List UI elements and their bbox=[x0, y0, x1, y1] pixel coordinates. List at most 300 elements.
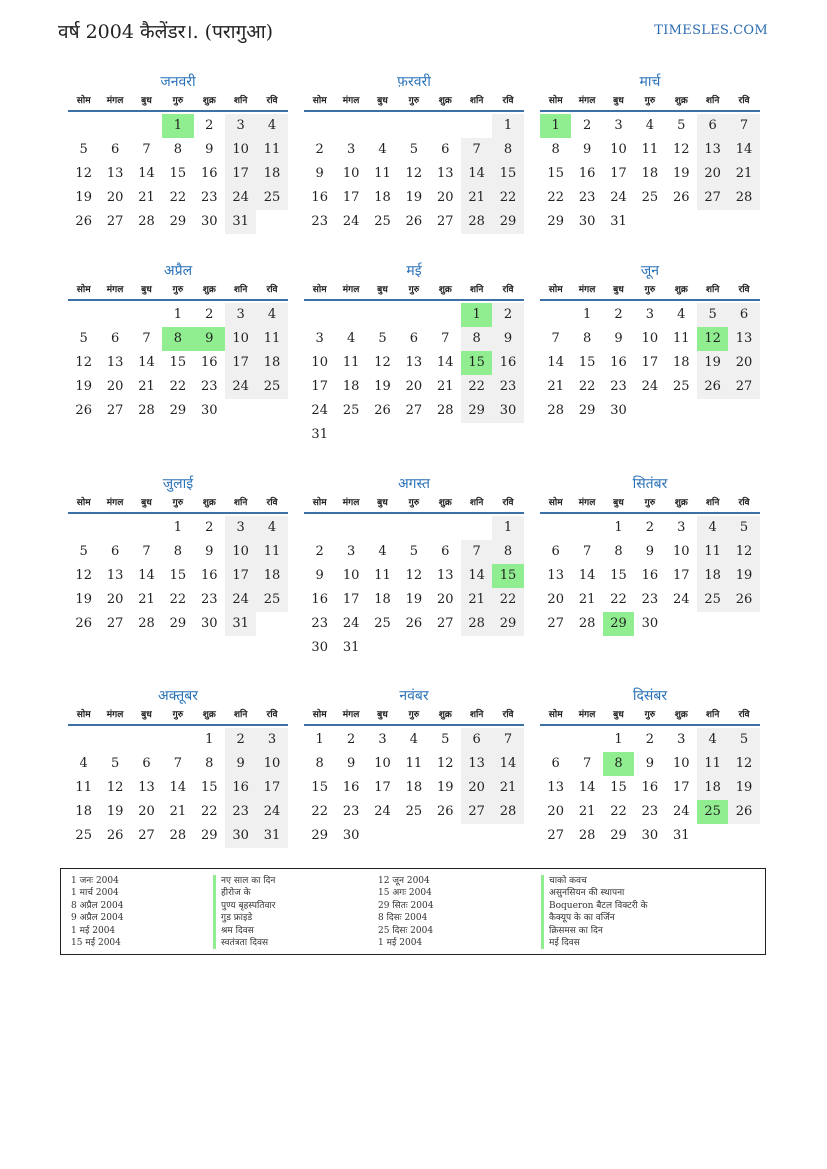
weekday-header bbox=[540, 281, 760, 301]
day-grid bbox=[540, 728, 760, 848]
day-cell: 1 bbox=[614, 732, 623, 747]
day-cell: 5 bbox=[409, 544, 418, 559]
weekday-label: रवि bbox=[738, 96, 750, 106]
day-cell: 24 bbox=[256, 800, 287, 824]
legend-holiday: क्रिसमस का दिन bbox=[541, 925, 648, 937]
day-cell: 16 bbox=[610, 355, 627, 370]
day-cell: 21 bbox=[138, 190, 155, 205]
day-cell: 18 bbox=[75, 804, 92, 819]
day-cell: 25 bbox=[256, 588, 287, 612]
legend-holiday: पुण्य बृहस्पतिवार bbox=[213, 900, 275, 912]
day-cell: 29 bbox=[610, 828, 627, 843]
weekday-label: गुरु bbox=[644, 285, 656, 295]
day-cell: 2 bbox=[205, 118, 214, 133]
month-block bbox=[540, 261, 760, 423]
weekday-label: शुक्र bbox=[438, 96, 452, 106]
day-cell: 29 bbox=[169, 616, 187, 631]
weekday-label: शुक्र bbox=[202, 710, 216, 720]
day-cell: 17 bbox=[225, 564, 256, 588]
day-cell: 7 bbox=[582, 544, 592, 559]
day-cell: 19 bbox=[672, 166, 690, 181]
day-cell: 19 bbox=[75, 379, 92, 394]
day-cell: 11 bbox=[75, 780, 92, 795]
legend-names-col1 bbox=[213, 875, 275, 949]
day-cell: 8 bbox=[205, 756, 214, 771]
day-cell: 28 bbox=[138, 616, 155, 631]
day-cell: 30 bbox=[492, 399, 523, 423]
weekday-label: गुरु bbox=[408, 710, 420, 720]
day-cell: 3 bbox=[645, 307, 654, 322]
day-cell: 18 bbox=[697, 776, 728, 800]
day-cell: 18 bbox=[256, 162, 287, 186]
month-block bbox=[68, 686, 288, 848]
day-cell: 30 bbox=[610, 403, 627, 418]
day-cell: 24 bbox=[225, 375, 256, 399]
weekday-label: गुरु bbox=[408, 498, 420, 508]
day-cell: 20 bbox=[138, 804, 155, 819]
holiday-day-cell: 15 bbox=[492, 564, 523, 588]
day-grid bbox=[68, 728, 288, 848]
day-cell: 16 bbox=[641, 780, 659, 795]
day-cell: 28 bbox=[436, 403, 454, 418]
day-cell: 26 bbox=[75, 214, 92, 229]
weekday-label: बुध bbox=[613, 285, 624, 295]
day-cell: 7 bbox=[492, 728, 523, 752]
empty-cell bbox=[540, 728, 571, 752]
day-cell: 22 bbox=[547, 190, 564, 205]
day-cell: 24 bbox=[311, 403, 328, 418]
day-cell: 28 bbox=[461, 210, 492, 234]
day-cell: 28 bbox=[138, 403, 155, 418]
day-cell: 20 bbox=[728, 351, 759, 375]
day-cell: 22 bbox=[610, 592, 627, 607]
month-block bbox=[540, 686, 760, 848]
day-cell: 11 bbox=[672, 331, 690, 346]
weekday-label: बुध bbox=[377, 285, 388, 295]
day-cell: 15 bbox=[547, 166, 564, 181]
legend-holiday: गुड फ्राइडे bbox=[213, 912, 275, 924]
day-cell: 14 bbox=[461, 564, 492, 588]
legend-date: 1 मई 2004 bbox=[71, 925, 116, 936]
day-cell: 17 bbox=[311, 379, 328, 394]
day-cell: 20 bbox=[106, 190, 124, 205]
day-cell: 31 bbox=[342, 640, 360, 655]
day-cell: 30 bbox=[342, 828, 360, 843]
day-cell: 12 bbox=[436, 756, 454, 771]
holiday-day-cell: 25 bbox=[697, 800, 728, 824]
day-cell: 2 bbox=[346, 732, 356, 747]
day-cell: 13 bbox=[106, 166, 124, 181]
day-grid bbox=[540, 516, 760, 636]
weekday-header bbox=[68, 494, 288, 514]
empty-cell bbox=[99, 303, 130, 327]
day-cell: 16 bbox=[578, 166, 596, 181]
empty-cell bbox=[99, 114, 130, 138]
day-cell: 15 bbox=[200, 780, 218, 795]
day-cell: 20 bbox=[461, 776, 492, 800]
day-cell: 23 bbox=[492, 375, 523, 399]
day-cell: 22 bbox=[200, 804, 218, 819]
day-cell: 26 bbox=[405, 616, 423, 631]
weekday-label: शनि bbox=[233, 498, 248, 508]
day-cell: 18 bbox=[256, 351, 287, 375]
day-cell: 20 bbox=[547, 804, 564, 819]
empty-cell bbox=[540, 516, 571, 540]
day-cell: 16 bbox=[200, 166, 218, 181]
day-cell: 10 bbox=[311, 355, 328, 370]
day-cell: 9 bbox=[205, 544, 214, 559]
holiday-legend bbox=[60, 868, 766, 955]
day-cell: 31 bbox=[311, 427, 328, 442]
weekday-label: सोम bbox=[548, 498, 563, 508]
month-name: जून bbox=[640, 263, 660, 279]
empty-cell bbox=[68, 728, 99, 752]
day-cell: 29 bbox=[492, 612, 523, 636]
weekday-label: रवि bbox=[502, 710, 514, 720]
weekday-label: शनि bbox=[233, 710, 248, 720]
day-cell: 25 bbox=[256, 375, 287, 399]
weekday-label: शुक्र bbox=[438, 498, 452, 508]
weekday-label: मंगल bbox=[342, 96, 360, 106]
month-name: अक्तूबर bbox=[158, 688, 198, 704]
day-cell: 10 bbox=[672, 756, 690, 771]
empty-cell bbox=[367, 114, 398, 138]
day-cell: 10 bbox=[225, 540, 256, 564]
weekday-label: गुरु bbox=[172, 710, 184, 720]
day-cell: 4 bbox=[378, 142, 387, 157]
day-cell: 3 bbox=[346, 142, 356, 157]
site-link[interactable]: TIMESLES.COM bbox=[654, 23, 768, 38]
empty-cell bbox=[162, 728, 193, 752]
day-cell: 27 bbox=[436, 616, 454, 631]
legend-date: 12 जून 2004 bbox=[378, 876, 430, 886]
day-cell: 7 bbox=[461, 540, 492, 564]
day-grid bbox=[304, 303, 524, 447]
legend-holiday: स्वतंत्रता दिवस bbox=[213, 937, 275, 949]
empty-cell bbox=[99, 728, 130, 752]
day-cell: 21 bbox=[138, 592, 155, 607]
day-cell: 1 bbox=[173, 520, 182, 535]
weekday-header bbox=[68, 706, 288, 726]
day-grid bbox=[304, 114, 524, 234]
month-block bbox=[68, 474, 288, 636]
day-cell: 13 bbox=[436, 166, 454, 181]
day-cell: 20 bbox=[547, 592, 564, 607]
day-cell: 25 bbox=[256, 186, 287, 210]
weekday-label: शनि bbox=[705, 285, 720, 295]
day-cell: 9 bbox=[225, 752, 256, 776]
day-cell: 12 bbox=[405, 568, 423, 583]
day-cell: 14 bbox=[547, 355, 564, 370]
month-name: दिसंबर bbox=[632, 688, 668, 704]
day-cell: 28 bbox=[461, 612, 492, 636]
weekday-label: रवि bbox=[266, 498, 278, 508]
weekday-label: शनि bbox=[233, 285, 248, 295]
holiday-day-cell: 1 bbox=[162, 114, 193, 138]
day-grid bbox=[68, 516, 288, 636]
holiday-day-cell: 8 bbox=[603, 752, 634, 776]
day-cell: 22 bbox=[492, 588, 523, 612]
day-cell: 18 bbox=[256, 564, 287, 588]
month-name: अप्रैल bbox=[163, 263, 193, 279]
weekday-label: शनि bbox=[705, 498, 720, 508]
day-cell: 16 bbox=[200, 568, 218, 583]
weekday-label: सोम bbox=[312, 498, 327, 508]
day-cell: 27 bbox=[547, 828, 564, 843]
day-cell: 23 bbox=[610, 379, 627, 394]
weekday-label: सोम bbox=[76, 285, 91, 295]
weekday-label: सोम bbox=[312, 96, 327, 106]
day-cell: 23 bbox=[200, 592, 218, 607]
day-cell: 13 bbox=[728, 327, 759, 351]
day-cell: 10 bbox=[342, 568, 360, 583]
day-cell: 31 bbox=[225, 612, 256, 636]
weekday-label: बुध bbox=[613, 498, 624, 508]
day-cell: 2 bbox=[614, 307, 623, 322]
day-cell: 21 bbox=[578, 804, 596, 819]
empty-cell bbox=[367, 303, 398, 327]
weekday-label: गुरु bbox=[644, 710, 656, 720]
day-cell: 26 bbox=[728, 800, 759, 824]
weekday-label: रवि bbox=[738, 285, 750, 295]
day-cell: 27 bbox=[697, 186, 728, 210]
day-cell: 18 bbox=[405, 780, 423, 795]
weekday-header bbox=[304, 706, 524, 726]
day-cell: 19 bbox=[75, 190, 92, 205]
day-cell: 5 bbox=[79, 142, 88, 157]
day-cell: 31 bbox=[672, 828, 690, 843]
day-cell: 29 bbox=[492, 210, 523, 234]
weekday-label: शुक्र bbox=[202, 498, 216, 508]
day-cell: 1 bbox=[492, 114, 523, 138]
weekday-label: रवि bbox=[502, 96, 514, 106]
day-cell: 9 bbox=[582, 142, 592, 157]
weekday-label: सोम bbox=[548, 285, 563, 295]
day-cell: 16 bbox=[492, 351, 523, 375]
holiday-day-cell: 29 bbox=[603, 612, 634, 636]
day-cell: 11 bbox=[374, 166, 391, 181]
weekday-label: सोम bbox=[76, 710, 91, 720]
day-cell: 30 bbox=[200, 214, 218, 229]
day-cell: 16 bbox=[225, 776, 256, 800]
weekday-label: बुध bbox=[377, 498, 388, 508]
weekday-label: शुक्र bbox=[438, 285, 452, 295]
day-cell: 30 bbox=[311, 640, 328, 655]
day-cell: 16 bbox=[641, 568, 659, 583]
month-block bbox=[304, 474, 524, 660]
empty-cell bbox=[131, 303, 162, 327]
day-cell: 14 bbox=[578, 780, 596, 795]
day-cell: 5 bbox=[697, 303, 728, 327]
day-cell: 10 bbox=[641, 331, 659, 346]
weekday-label: सोम bbox=[312, 285, 327, 295]
day-cell: 17 bbox=[342, 592, 360, 607]
page-title: वर्ष 2004 कैलेंडर।. (परागुआ) bbox=[58, 21, 274, 43]
day-cell: 28 bbox=[728, 186, 759, 210]
day-cell: 10 bbox=[225, 327, 256, 351]
day-cell: 4 bbox=[697, 728, 728, 752]
weekday-label: मंगल bbox=[106, 710, 124, 720]
day-cell: 8 bbox=[173, 544, 182, 559]
day-cell: 30 bbox=[641, 616, 659, 631]
day-cell: 14 bbox=[436, 355, 454, 370]
empty-cell bbox=[68, 303, 99, 327]
day-cell: 12 bbox=[405, 166, 423, 181]
day-cell: 10 bbox=[374, 756, 391, 771]
day-cell: 15 bbox=[169, 355, 187, 370]
day-cell: 15 bbox=[311, 780, 328, 795]
day-cell: 13 bbox=[106, 355, 124, 370]
day-cell: 19 bbox=[436, 780, 454, 795]
day-cell: 6 bbox=[551, 756, 560, 771]
day-cell: 15 bbox=[169, 166, 187, 181]
weekday-header bbox=[540, 92, 760, 112]
weekday-header bbox=[540, 706, 760, 726]
day-cell: 11 bbox=[374, 568, 391, 583]
day-cell: 9 bbox=[205, 142, 214, 157]
day-cell: 17 bbox=[374, 780, 391, 795]
day-cell: 9 bbox=[346, 756, 356, 771]
day-cell: 10 bbox=[610, 142, 627, 157]
day-cell: 21 bbox=[492, 776, 523, 800]
weekday-label: गुरु bbox=[172, 96, 184, 106]
day-cell: 26 bbox=[405, 214, 423, 229]
day-cell: 29 bbox=[169, 403, 187, 418]
day-cell: 14 bbox=[138, 568, 155, 583]
day-cell: 21 bbox=[547, 379, 564, 394]
day-cell: 25 bbox=[641, 190, 659, 205]
weekday-header bbox=[68, 281, 288, 301]
day-cell: 19 bbox=[728, 564, 759, 588]
day-cell: 22 bbox=[610, 804, 627, 819]
day-cell: 14 bbox=[461, 162, 492, 186]
day-cell: 23 bbox=[578, 190, 596, 205]
day-cell: 22 bbox=[461, 375, 492, 399]
day-cell: 9 bbox=[614, 331, 623, 346]
day-cell: 8 bbox=[461, 327, 492, 351]
day-cell: 19 bbox=[405, 190, 423, 205]
day-cell: 24 bbox=[225, 588, 256, 612]
day-cell: 6 bbox=[697, 114, 728, 138]
weekday-label: गुरु bbox=[644, 498, 656, 508]
day-cell: 17 bbox=[641, 355, 659, 370]
day-cell: 28 bbox=[578, 616, 596, 631]
weekday-label: मंगल bbox=[578, 710, 596, 720]
weekday-label: बुध bbox=[141, 710, 152, 720]
day-cell: 1 bbox=[614, 520, 623, 535]
month-block bbox=[304, 72, 524, 234]
day-cell: 2 bbox=[225, 728, 256, 752]
day-cell: 8 bbox=[173, 142, 182, 157]
day-cell: 20 bbox=[697, 162, 728, 186]
day-cell: 21 bbox=[461, 588, 492, 612]
day-cell: 4 bbox=[256, 516, 287, 540]
day-cell: 26 bbox=[75, 403, 92, 418]
day-cell: 24 bbox=[610, 190, 627, 205]
day-cell: 8 bbox=[582, 331, 592, 346]
weekday-label: शनि bbox=[469, 285, 484, 295]
day-cell: 2 bbox=[205, 307, 214, 322]
day-cell: 28 bbox=[547, 403, 564, 418]
empty-cell bbox=[430, 303, 461, 327]
day-cell: 11 bbox=[641, 142, 659, 157]
month-name: अगस्त bbox=[397, 476, 430, 492]
weekday-label: शुक्र bbox=[674, 96, 688, 106]
day-cell: 6 bbox=[551, 544, 560, 559]
day-cell: 27 bbox=[106, 616, 124, 631]
day-cell: 13 bbox=[547, 568, 564, 583]
day-cell: 31 bbox=[225, 210, 256, 234]
weekday-label: बुध bbox=[141, 96, 152, 106]
weekday-label: शुक्र bbox=[438, 710, 452, 720]
legend-date: 1 मार्च 2004 bbox=[71, 888, 119, 899]
day-cell: 17 bbox=[610, 166, 627, 181]
day-cell: 10 bbox=[225, 138, 256, 162]
empty-cell bbox=[398, 114, 429, 138]
day-grid bbox=[540, 303, 760, 423]
day-cell: 15 bbox=[169, 568, 187, 583]
day-cell: 27 bbox=[461, 800, 492, 824]
day-cell: 28 bbox=[492, 800, 523, 824]
legend-date: 8 दिसः 2004 bbox=[378, 913, 428, 924]
day-cell: 27 bbox=[728, 375, 759, 399]
weekday-label: सोम bbox=[548, 96, 563, 106]
day-cell: 8 bbox=[492, 138, 523, 162]
day-cell: 19 bbox=[374, 379, 391, 394]
day-cell: 21 bbox=[169, 804, 187, 819]
day-cell: 14 bbox=[578, 568, 596, 583]
day-cell: 26 bbox=[672, 190, 690, 205]
weekday-label: मंगल bbox=[578, 96, 596, 106]
day-cell: 24 bbox=[342, 616, 360, 631]
month-block bbox=[68, 261, 288, 423]
day-cell: 3 bbox=[614, 118, 623, 133]
empty-cell bbox=[367, 516, 398, 540]
empty-cell bbox=[398, 516, 429, 540]
empty-cell bbox=[335, 114, 366, 138]
day-cell: 7 bbox=[142, 331, 151, 346]
day-cell: 21 bbox=[578, 592, 596, 607]
day-cell: 4 bbox=[409, 732, 418, 747]
day-cell: 9 bbox=[315, 568, 324, 583]
weekday-header bbox=[304, 281, 524, 301]
day-cell: 20 bbox=[436, 592, 454, 607]
day-cell: 4 bbox=[378, 544, 387, 559]
empty-cell bbox=[461, 114, 492, 138]
day-cell: 7 bbox=[441, 331, 450, 346]
day-cell: 1 bbox=[205, 732, 214, 747]
day-cell: 20 bbox=[436, 190, 454, 205]
legend-date: 8 अप्रैल 2004 bbox=[71, 900, 124, 911]
weekday-label: सोम bbox=[548, 710, 563, 720]
weekday-header bbox=[68, 92, 288, 112]
day-cell: 1 bbox=[315, 732, 324, 747]
legend-holiday: नए साल का दिन bbox=[213, 875, 275, 887]
day-cell: 22 bbox=[311, 804, 328, 819]
weekday-label: शनि bbox=[469, 710, 484, 720]
legend-date: 9 अप्रैल 2004 bbox=[71, 913, 124, 924]
day-cell: 4 bbox=[677, 307, 686, 322]
day-cell: 25 bbox=[374, 616, 391, 631]
day-cell: 27 bbox=[106, 403, 124, 418]
day-cell: 24 bbox=[374, 804, 391, 819]
weekday-label: शनि bbox=[705, 96, 720, 106]
day-cell: 28 bbox=[578, 828, 596, 843]
day-cell: 25 bbox=[342, 403, 360, 418]
day-cell: 15 bbox=[492, 162, 523, 186]
empty-cell bbox=[99, 516, 130, 540]
day-cell: 2 bbox=[645, 520, 654, 535]
